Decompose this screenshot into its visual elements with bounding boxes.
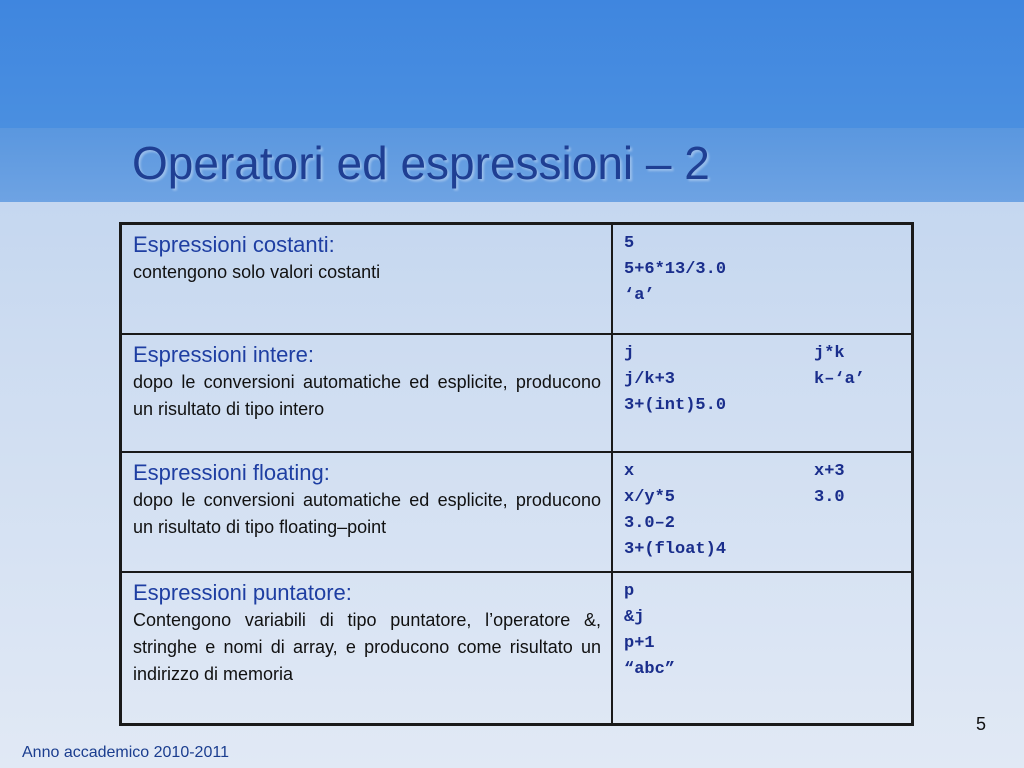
code-line: 3.0–2 [624,514,676,533]
code-line: x/y*5 3.0 [624,488,845,507]
code-cell [612,572,913,725]
description-cell [121,572,613,725]
expressions-table [119,222,914,726]
row-description: dopo le conversioni automatiche ed esplicite, producono un risultato di tipo floating–point [133,490,601,537]
row-description: contengono solo valori costanti [133,262,381,282]
code-line: 3+(float)4 [624,540,727,559]
row-heading: Espressioni costanti: [133,232,335,257]
code-line: 5+6*13/3.0 [624,260,727,279]
table-row [121,572,913,725]
description-cell [121,334,613,452]
footer-text: Anno accademico 2010-2011 [22,744,229,761]
row-heading: Espressioni floating: [133,460,330,485]
row-description: dopo le conversioni automatiche ed esplicite, producono un risultato di tipo intero [133,372,601,419]
description-cell [121,224,613,335]
code-line: p [624,582,635,601]
code-line: j j*k [624,344,845,363]
code-cell [612,452,913,572]
code-line: x x+3 [624,462,845,481]
page-number: 5 [975,714,986,734]
header-band [0,0,1024,128]
code-line: &j [624,608,645,627]
code-cell [612,334,913,452]
row-heading: Espressioni puntatore: [133,580,352,605]
code-cell [612,224,913,335]
table-row [121,452,913,572]
description-cell [121,452,613,572]
code-line: p+1 [624,634,655,653]
code-line: 5 [624,234,635,253]
table-row [121,224,913,335]
code-line: j/k+3 k–‘a’ [624,370,866,389]
code-line: “abc” [624,660,676,679]
table-row [121,334,913,452]
row-heading: Espressioni intere: [133,342,314,367]
slide-title: Operatori ed espressioni – 2 [132,137,710,189]
code-line: ‘a’ [624,286,655,305]
code-line: 3+(int)5.0 [624,396,727,415]
row-description: Contengono variabili di tipo puntatore, l’operatore &, stringhe e nomi di array, e producono come risultato un indirizzo di memoria [133,610,601,684]
